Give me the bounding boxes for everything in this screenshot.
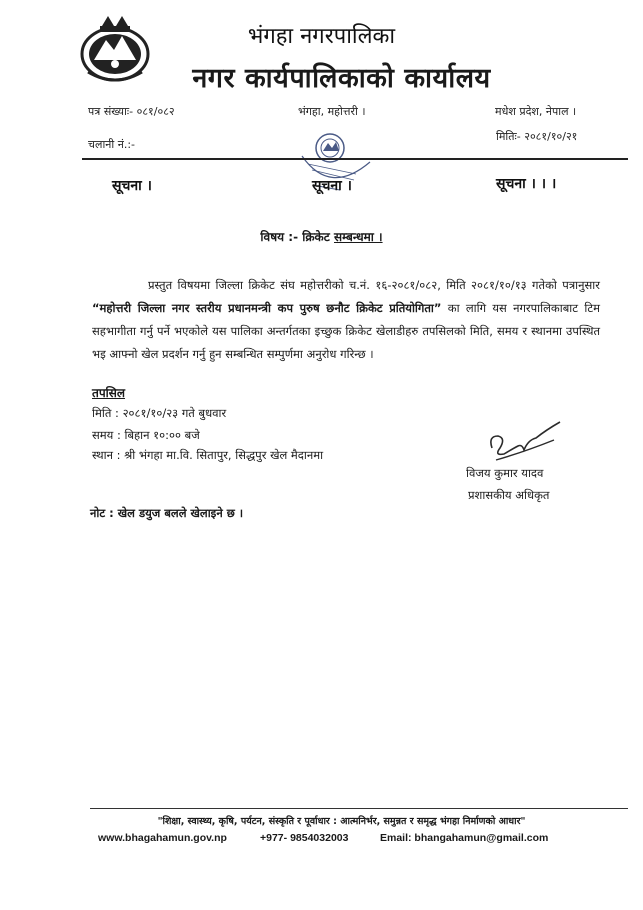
body-request: का लागि यस नगरपालिकाबाट टिम सहभागीता गर्नु पर्ने भएकोले यस पालिका अन्तर्गतका इच्छुक क्रिकेट खेलाडीहरु तपसिलको मिति, समय र स्थानमा उपस्थित भइ आफ्नो खेल प्रदर्शन गर्नु हुन सम्बन्धित सम्पुर्णमा अनुरोध गरिन्छ । [92, 301, 600, 361]
notice-label-right: सूचना । । । [496, 176, 557, 192]
email-address[interactable]: Email: bhangahamun@gmail.com [380, 832, 549, 844]
event-date: मिति : २०८१/१०/२३ गते बुधवार [92, 406, 227, 420]
phone-number: +977- 9854032003 [260, 832, 349, 844]
notice-label-center: सूचना । [312, 178, 352, 194]
province: मधेश प्रदेश, नेपाल । [495, 105, 577, 118]
signatory-name: विजय कुमार यादव [466, 466, 544, 480]
signatory-title: प्रशासकीय अधिकृत [468, 488, 550, 502]
website-link[interactable]: www.bhagahamun.gov.np [98, 832, 227, 844]
municipality-name: भंगहा नगरपालिका [247, 24, 396, 49]
subject-underlined: सम्बन्धमा । [334, 230, 383, 244]
notice-body [92, 274, 600, 366]
footer-slogan: "शिक्षा, स्वास्थ्य, कृषि, पर्यटन, संस्कृति र पूर्वाधार : आत्मनिर्भर, समुन्नत र समृद्ध भंगहा निर्माणको आधार" [157, 816, 526, 827]
event-venue: स्थान : श्री भंगहा मा.वि. सितापुर, सिद्धपुर खेल मैदानमा [92, 448, 324, 462]
letter-number: पत्र संख्याः- ०८१/०८२ [88, 105, 175, 118]
header-divider [82, 158, 628, 160]
footer-divider [90, 808, 628, 809]
body-intro: प्रस्तुत विषयमा जिल्ला क्रिकेट संघ महोत्तरीको च.नं. १६-२०८१/०८२, मिति २०८१/१०/१३ गतेको पत्रानुसार [148, 278, 600, 292]
event-time: समय : बिहान १०:०० बजे [92, 428, 200, 442]
office-name: नगर कार्यपालिकाको कार्यालय [192, 63, 491, 94]
body-competition-name: “महोत्तरी जिल्ला नगर स्तरीय प्रधानमन्त्री कप पुरुष छनौट क्रिकेट प्रतियोगिता” [92, 301, 442, 315]
details-heading: तपसिल [92, 386, 126, 400]
subject-line [0, 228, 643, 245]
signature-icon [484, 418, 564, 466]
location: भंगहा, महोत्तरी । [298, 105, 366, 118]
subject-prefix: विषय :- क्रिकेट [260, 230, 334, 244]
letter-date: मितिः- २०८१/१०/२१ [496, 130, 578, 143]
dispatch-number: चलानी नं.:- [88, 138, 136, 151]
notice-label-left: सूचना । [112, 178, 152, 194]
note-text: नोट : खेल डयुज बलले खेलाइने छ । [90, 506, 244, 520]
